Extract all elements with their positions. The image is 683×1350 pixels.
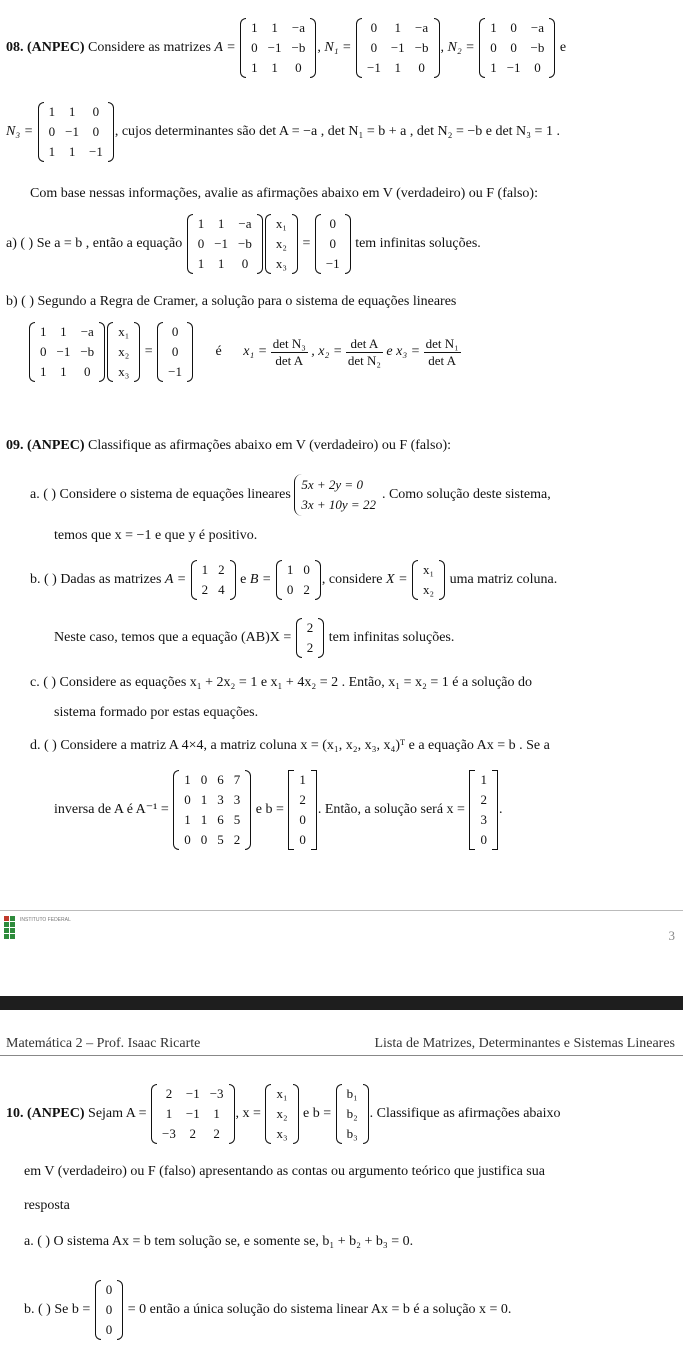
q08-item-b-text: b) ( ) Segundo a Regra de Cramer, a solução para o sistema de equações lineares [6,294,457,309]
q08-a-matrix-cell: 1 [217,256,225,271]
q08-b-rhs-vector [157,322,193,382]
q10-x-vector [265,1084,298,1144]
q10-sejam: Sejam A = [88,1106,147,1122]
q09-d-inverse-matrix-cell: 1 [184,772,191,787]
q09-b-X-matrix-cell: x₂ [423,582,435,597]
q08-b-e: é [215,344,222,360]
logo-text: INSTITUTO FEDERAL [20,917,71,923]
q09-b-consider: , considere [321,572,383,588]
q08-b-x2: , x₂ = [311,344,343,360]
q08-item-b-equation [28,322,461,382]
q08-b-x3: e x₃ = [386,344,421,360]
q08-b-matrix-cell: −b [80,344,95,359]
q09-b-rhs-vector-cell: 2 [306,640,314,655]
q09-d-solution-vector-cell: 2 [480,792,487,807]
q08-N3-matrix-cell: 1 [68,104,76,119]
q08-A-matrix-cell: 1 [271,20,278,35]
q08-a-x-vector-cell: x₁ [275,216,287,231]
q09-b-X-label: X = [386,572,408,588]
q09-item-b [30,560,557,600]
q10-b-vector [336,1084,369,1144]
q08-A-matrix-cell: 1 [251,60,258,75]
q10-zero-vector-cell: 0 [105,1322,113,1337]
q10-b-text: b. ( ) Se b = [24,1302,91,1318]
q08-e: e [559,40,567,56]
q08-N2-matrix-cell: 0 [510,40,517,55]
q09-b-rhs-vector-cell: 2 [306,620,314,635]
q08-A-matrix-cell: 0 [251,40,258,55]
q10-A-matrix-cell: 2 [213,1126,220,1141]
q10-A-matrix [151,1084,235,1144]
q09-d-b-vector-cell: 0 [299,812,306,827]
q08-b-matrix-cell: 1 [60,364,67,379]
q08-N1-matrix-cell: 1 [394,60,402,75]
institute-logo [4,916,16,950]
q08-a-matrix [187,214,263,274]
q09-d-line2 [54,770,502,850]
q09-item-c: c. ( ) Considere as equações x₁ + 2x₂ = 1 e x₁ + 4x₂ = 2 . Então, x₁ = x₂ = 1 é a solução do [30,675,532,690]
q08-b-matrix-cell: −1 [56,344,71,359]
q08-A-matrix-cell: −a [291,20,305,35]
q08-b-frac1-den: det A [275,352,304,368]
q08-line1: 08. (ANPEC) Considere as matrizes A = 1 1 −a 0 −1 −b 1 1 0 , N₁ = 0 1 −a 0 −1 −b −1 1 0 , N₂ = 1 0 −a 0 0 −b 1 −1 0 e [6,18,566,78]
q08-a-rhs-vector-cell: 0 [329,236,337,251]
q08-b-frac1-num: det N₃ [272,335,306,351]
q08-N3-matrix-cell: −1 [89,144,103,159]
q08-N1-label: N₁ = [324,40,352,56]
q08-N1-matrix-cell: 0 [418,60,425,75]
q08-a-matrix-cell: 1 [197,256,205,271]
q10-zero-vector-cell: 0 [105,1302,113,1317]
q09-b-B-label: B = [249,572,272,588]
q09-d-dot: . [498,802,503,818]
header-left: Matemática 2 – Prof. Isaac Ricarte [6,1036,201,1051]
q10-item-b [24,1280,511,1340]
header-divider [0,1055,683,1056]
q08-b-x-vector-cell: x₁ [118,324,130,339]
q08-b-frac3-den: det A [428,352,457,368]
q08-a-matrix-cell: 0 [197,236,205,251]
q09-b-rhs-vector [296,618,325,658]
q09-d-inverse-matrix-cell: 2 [233,832,241,847]
q08-a-rhs-vector [315,214,351,274]
q08-b-frac2-num: det A [346,336,383,353]
q08-b-x-vector-cell: x₃ [118,364,130,379]
q10-x-vector-cell: x₃ [276,1126,288,1141]
q09-b-A-matrix-cell: 4 [218,582,225,597]
q09-d-solution-vector [469,770,498,850]
q09-b-B-matrix-cell: 2 [303,582,310,597]
q08-N2-matrix [479,18,555,78]
q08-instruction: Com base nessas informações, avalie as afirmações abaixo em V (verdadeiro) ou F (falso): [30,186,538,201]
q08-b-matrix-cell: −a [80,324,94,339]
q08-b-matrix-cell: 0 [40,344,47,359]
q09-a-tail: . Como solução deste sistema, [381,487,551,503]
q08-b-frac1 [271,336,308,369]
q10-item-a: a. ( ) O sistema Ax = b tem solução se, e somente se, b₁ + b₂ + b₃ = 0. [24,1234,414,1249]
q08-N2-matrix-cell: 1 [490,20,497,35]
q09-header [6,438,451,454]
q10-x-vector-cell: x₂ [276,1106,288,1121]
q08-b-frac2 [346,336,383,369]
q08-N2-matrix-cell: 0 [510,20,517,35]
q10-A-matrix-cell: 1 [213,1106,220,1121]
q08-N2-matrix-cell: −b [530,40,545,55]
q09-d-inverse-matrix-cell: 1 [200,812,208,827]
q08-b-matrix-cell: 1 [40,324,47,339]
q09-d-inverse-matrix-cell: 0 [200,772,208,787]
q09-d-inverse-matrix [173,770,251,850]
q10-A-matrix-cell: 1 [165,1106,173,1121]
q09-b-B-matrix [276,560,321,600]
q09-d-b-vector-cell: 1 [299,772,306,787]
q08-b-matrix-cell: 1 [60,324,67,339]
q08-N1-matrix-cell: −1 [390,40,405,55]
header-right: Lista de Matrizes, Determinantes e Sistemas Lineares [374,1036,675,1051]
q09-b-A-label: A = [164,572,187,588]
q09-label: 09. (ANPEC) [6,438,85,453]
q08-a-x-vector [265,214,298,274]
q08-A-matrix-cell: −b [291,40,306,55]
q10-b-vector-cell: b₃ [346,1126,358,1141]
q08-N3-matrix-cell: 0 [92,124,100,139]
q09-intro: Classifique as afirmações abaixo em V (verdadeiro) ou F (falso): [88,438,452,453]
q09-b-B-matrix-cell: 0 [303,562,310,577]
q10-b-tail: = 0 então a única solução do sistema linear Ax = b é a solução x = 0. [127,1302,512,1318]
q08-b-rhs-vector-cell: 0 [171,324,179,339]
q08-N3-matrix-cell: 0 [48,124,56,139]
q08-a-x-vector-cell: x₂ [275,236,287,251]
q10-A-matrix-cell: −1 [185,1106,200,1121]
q08-N3-matrix [38,102,114,162]
q08-label: 08. (ANPEC) [6,40,85,56]
q09-d-inverse-matrix-cell: 3 [217,792,224,807]
q09-d-inverse-matrix-cell: 1 [200,792,208,807]
q08-N2-matrix-cell: 0 [490,40,497,55]
q09-d-inverse-matrix-cell: 5 [217,832,224,847]
q08-N3-label: N₃ = [6,124,34,140]
q09-b-X-matrix-cell: x₁ [423,562,435,577]
q10-tail: . Classifique as afirmações abaixo [369,1106,561,1122]
q08-N1-matrix-cell: −b [414,40,429,55]
q08-N2-matrix-cell: 0 [534,60,541,75]
q08-A-matrix-cell: 1 [251,20,258,35]
q08-A-matrix-cell: 1 [271,60,278,75]
q08-b-frac3 [424,336,461,369]
q09-b-text: b. ( ) Dadas as matrizes [30,572,162,588]
q08-a-tail: tem infinitas soluções. [355,236,481,252]
q10-b-vector-cell: b₁ [346,1086,358,1101]
q08-b-rhs-vector-cell: −1 [168,364,182,379]
q09-b-A-matrix-cell: 2 [218,562,225,577]
q09-item-a [30,474,551,516]
q08-a-equals: = [302,236,311,252]
q09-b-A-matrix-cell: 2 [201,582,209,597]
q08-A-matrix-cell: 0 [295,60,302,75]
q08-b-x-vector-cell: x₂ [118,344,130,359]
q08-A-matrix-cell: −1 [267,40,282,55]
q09-a-line2: temos que x = −1 e que y é positivo. [54,528,258,543]
q08-b-x-vector [107,322,140,382]
q08-N1-matrix [356,18,440,78]
q09-b-tail: uma matriz coluna. [449,572,558,588]
q09-d-inverse-matrix-cell: 6 [217,812,224,827]
q08-item-a [6,214,481,274]
q08-N3-matrix-cell: −1 [65,124,79,139]
q09-b-line2-text: Neste caso, temos que a equação (AB)X = [54,630,292,646]
q08-a-matrix-cell: 1 [217,216,225,231]
q09-a-system [294,474,382,516]
q08-a-label: a) ( ) Se a = b , então a equação [6,236,183,252]
q09-d-b-vector-cell: 2 [299,792,306,807]
q08-N3-matrix-cell: 0 [92,104,100,119]
q08-b-x1: x₁ = [243,344,268,360]
q09-b-line2 [54,618,454,658]
q09-d-b-vector [288,770,317,850]
q10-zero-vector [95,1280,124,1340]
q09-d-solution-vector-cell: 0 [480,832,487,847]
q08-b-rhs-vector-cell: 0 [171,344,179,359]
q08-a-matrix-cell: 1 [197,216,205,231]
q09-d-b-vector-cell: 0 [299,832,306,847]
q08-determinants: , cujos determinantes são det A = −a , det N₁ = b + a , det N₂ = −b e det N₃ = 1 . [114,124,560,140]
q10-A-matrix-cell: −3 [209,1086,224,1101]
q10-line3: resposta [24,1198,70,1213]
page-gap [0,996,683,1010]
q09-d-inverse-matrix-cell: 7 [233,772,241,787]
q09-d-inverse-matrix-cell: 5 [233,812,241,827]
q09-d-solution-vector-cell: 3 [480,812,487,827]
q09-d-b-label: e b = [255,802,284,818]
q08-b-matrix [29,322,105,382]
q10-A-matrix-cell: −1 [185,1086,200,1101]
q08-a-matrix-cell: 0 [241,256,249,271]
q08-N3-matrix-cell: 1 [48,104,56,119]
q08-N2-label: N₂ = [447,40,475,56]
q09-d-solution-vector-cell: 1 [480,772,487,787]
q08-N3-matrix-cell: 1 [68,144,76,159]
footer-divider [0,910,683,911]
q10-zero-vector-cell: 0 [105,1282,113,1297]
q10-A-matrix-cell: −3 [162,1126,176,1141]
q09-item-d: d. ( ) Considere a matriz A 4×4, a matriz coluna x = (x₁, x₂, x₃, x₄)ᵀ e a equação Ax = b . Se a [30,738,550,753]
q09-b-A-matrix [191,560,236,600]
q08-a-matrix-cell: −b [238,236,252,251]
q08-a-rhs-vector-cell: −1 [325,256,340,271]
q08-b-frac2-den: det N₂ [347,352,381,368]
q08-a-x-vector-cell: x₃ [275,256,287,271]
q08-b-matrix-cell: 1 [40,364,47,379]
q09-c-line2: sistema formado por estas equações. [54,705,259,720]
q09-d-inverse-matrix-cell: 0 [184,832,191,847]
q09-d-inverse-matrix-cell: 3 [233,792,241,807]
q08-N2-matrix-cell: −1 [506,60,521,75]
q08-line2 [6,102,560,162]
q10-A-matrix-cell: 2 [189,1126,197,1141]
q09-b-e: e [240,572,247,588]
q10-b-vector-cell: b₂ [346,1106,358,1121]
q08-intro: Considere as matrizes [88,40,211,56]
q09-b-line2-tail: tem infinitas soluções. [328,630,455,646]
q08-N1-matrix-cell: 0 [370,40,378,55]
q10-x-label: , x = [235,1106,261,1122]
q08-a-rhs-vector-cell: 0 [329,216,337,231]
q08-N3-matrix-cell: 1 [48,144,56,159]
q10-line2: em V (verdadeiro) ou F (falso) apresentando as contas ou argumento teórico que justifica sua [24,1164,545,1179]
q08-N2-matrix-cell: 1 [490,60,497,75]
q08-N1-matrix-cell: −1 [367,60,381,75]
q10-line1 [6,1084,561,1144]
q08-a-matrix-cell: −a [238,216,252,231]
q10-A-matrix-cell: 2 [165,1086,173,1101]
q08-A-matrix [240,18,316,78]
q10-label: 10. (ANPEC) [6,1106,85,1122]
q08-a-matrix-cell: −1 [214,236,229,251]
q09-d-then: . Então, a solução será x = [317,802,465,818]
page-number: 3 [668,928,675,943]
q09-d-inverse-label: inversa de A é A⁻¹ = [54,802,169,818]
q09-b-A-matrix-cell: 1 [201,562,209,577]
q09-a-text: a. ( ) Considere o sistema de equações lineares [30,487,291,503]
q08-b-matrix-cell: 0 [84,364,91,379]
q09-a-eq2: 3x + 10y = 22 [301,497,376,512]
q08-b-frac3-num: det N₁ [425,335,459,351]
q08-N1-matrix-cell: 1 [394,20,402,35]
q09-d-inverse-matrix-cell: 0 [200,832,208,847]
q08-A-label: A = [214,40,236,56]
q10-b-label: e b = [303,1106,332,1122]
q08-N1-matrix-cell: −a [415,20,429,35]
q09-d-inverse-matrix-cell: 0 [184,792,191,807]
q09-d-inverse-matrix-cell: 1 [184,812,191,827]
q08-N1-matrix-cell: 0 [370,20,378,35]
q09-b-X-matrix [412,560,445,600]
q09-a-eq1: 5x + 2y = 0 [301,477,363,492]
q08-N2-matrix-cell: −a [530,20,544,35]
q09-b-B-matrix-cell: 1 [286,562,294,577]
q08-b-equals: = [144,344,153,360]
q09-b-B-matrix-cell: 0 [286,582,294,597]
q10-x-vector-cell: x₁ [276,1086,288,1101]
q09-d-inverse-matrix-cell: 6 [217,772,224,787]
